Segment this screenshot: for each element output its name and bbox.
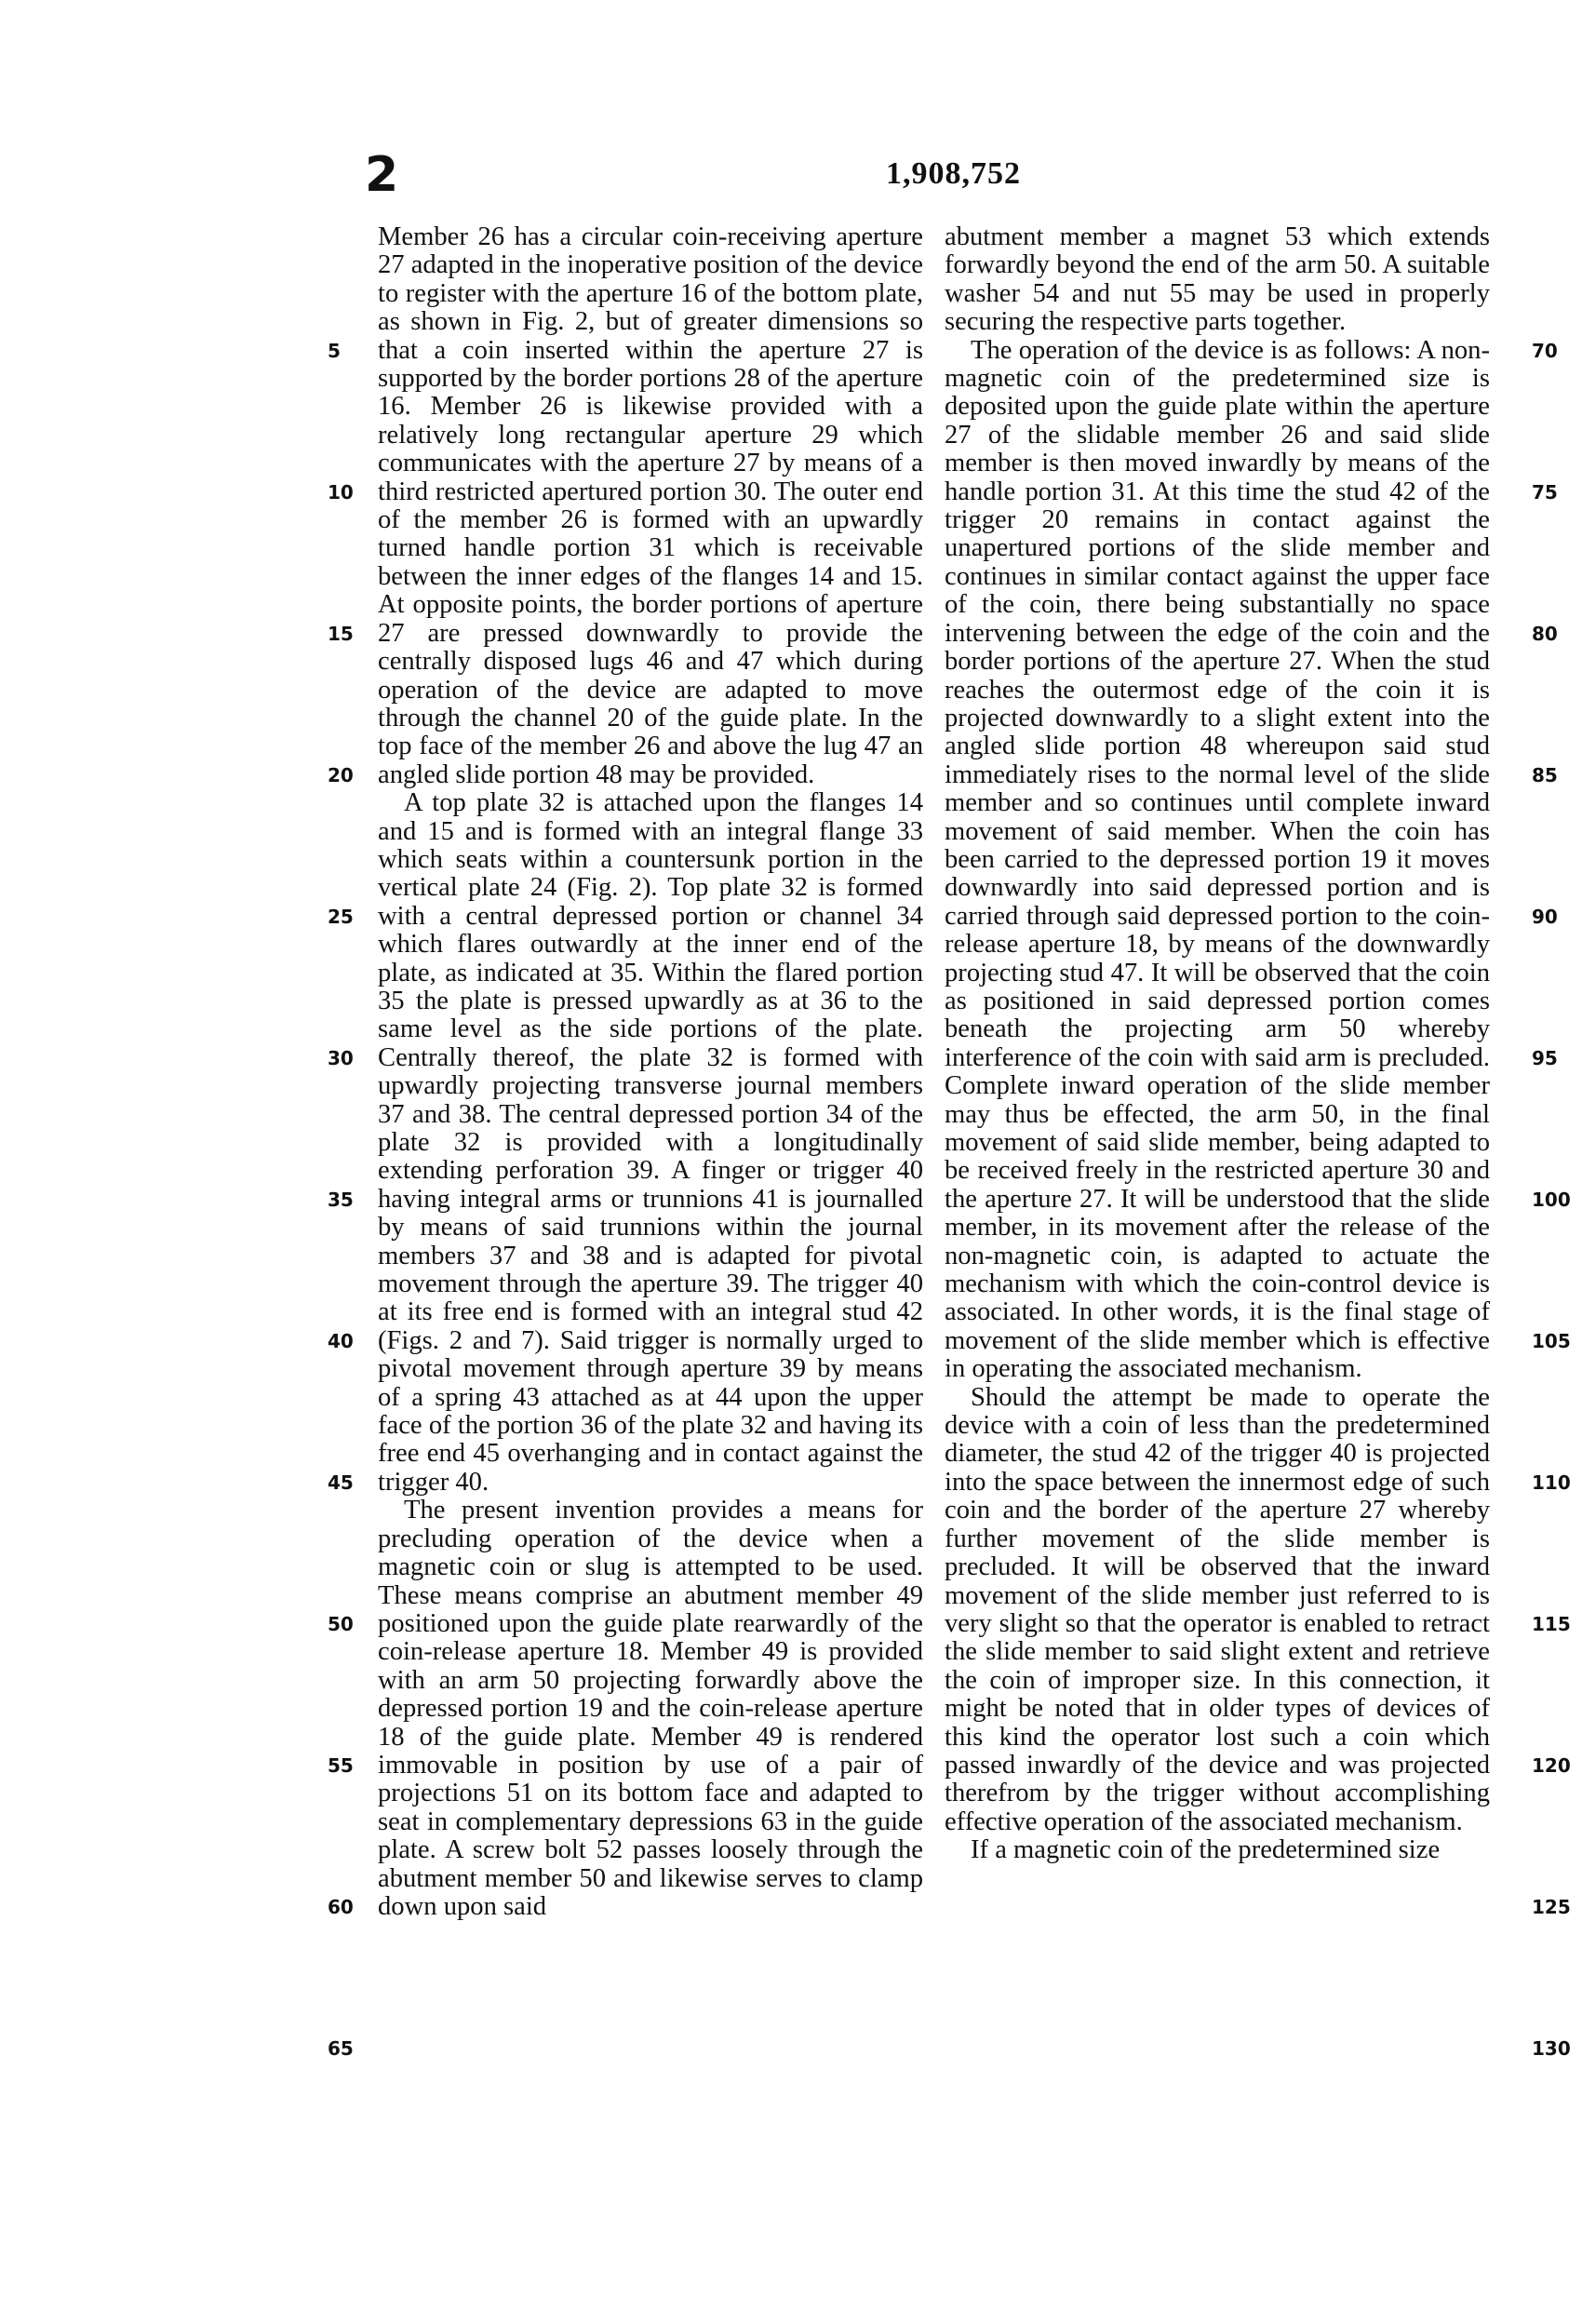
right-column bbox=[945, 223, 1490, 1865]
line-number: 90 bbox=[1532, 906, 1558, 928]
line-number: 35 bbox=[328, 1189, 354, 1211]
page-number: 2 bbox=[365, 147, 399, 203]
paragraph: abutment member a magnet 53 which extends forwardly beyond the end of the arm 50. A suitable washer 54 and nut 55 may be used in properly securing the respective parts together. bbox=[945, 222, 1490, 337]
line-number: 85 bbox=[1532, 764, 1558, 786]
patent-number: 1,908,752 bbox=[886, 156, 1021, 191]
line-number: 45 bbox=[328, 1471, 354, 1494]
line-number: 100 bbox=[1532, 1189, 1571, 1211]
line-number: 120 bbox=[1532, 1754, 1571, 1777]
line-number: 15 bbox=[328, 623, 354, 645]
line-number: 110 bbox=[1532, 1471, 1571, 1494]
line-number: 70 bbox=[1532, 340, 1558, 362]
line-number: 60 bbox=[328, 1896, 354, 1918]
line-number: 75 bbox=[1532, 481, 1558, 504]
left-column bbox=[378, 223, 923, 1921]
paragraph: The present invention provides a means for precluding operation of the device when a magnetic coin or slug is attempted to be used. These means comprise an abutment member 49 positioned upon the guide plate rearwardly of the coin-release aperture 18. Member 49 is provided with an arm 50 projecting forwardly above the depressed portion 19 and the coin-release aperture 18 of the guide plate. Member 49 is rendered immovable in position by use of a pair of projections 51 on its bottom face and adapted to seat in complementary depressions 63 in the guide plate. A screw bolt 52 passes loosely through the abutment member 50 and likewise serves to clamp down upon said bbox=[378, 1496, 923, 1921]
line-number: 50 bbox=[328, 1613, 354, 1635]
line-number: 80 bbox=[1532, 623, 1558, 645]
line-number: 5 bbox=[328, 340, 341, 362]
line-number: 105 bbox=[1532, 1330, 1571, 1352]
paragraph: The operation of the device is as follows: A non-magnetic coin of the predetermined size is deposited upon the guide plate within the aperture 27 of the slidable member 26 and said slide member is then moved inwardly by means of the handle portion 31. At this time the stud 42 of the trigger 20 remains in contact against the unapertured portions of the slide member and continues in similar contact against the upper face of the coin, there being substantially no space intervening between the edge of the coin and the border portions of the aperture 27. When the stud reaches the outermost edge of the coin it is projected downwardly to a slight extent into the angled slide portion 48 whereupon said stud immediately rises to the normal level of the slide member and so continues until complete inward movement of said member. When the coin has been carried to the depressed portion 19 it moves downwardly into said depressed portion and is carried through said depressed portion to the coin-release aperture 18, by means of the downwardly projecting stud 47. It will be observed that the coin as positioned in said depressed portion comes beneath the projecting arm 50 whereby interference of the coin with said arm is precluded. Complete inward operation of the slide member may thus be effected, the arm 50, in the final movement of said slide member, being adapted to be received freely in the restricted aperture 30 and the aperture 27. It will be understood that the slide member, in its movement after the release of the non-magnetic coin, is adapted to actuate the mechanism with which the coin-control device is associated. In other words, it is the final stage of movement of the slide member which is effective in operating the associated mechanism. bbox=[945, 335, 1490, 1384]
paragraph: Should the attempt be made to operate the device with a coin of less than the predetermined diameter, the stud 42 of the trigger 40 is projected into the space between the innermost edge of such coin and the border of the aperture 27 whereby further movement of the slide member is precluded. It will be observed that the inward movement of the slide member just referred to is very slight so that the operator is enabled to retract the slide member to said slight extent and retrieve the coin of improper size. In this connection, it might be noted that in older types of devices of this kind the operator lost such a coin which passed inwardly of the device and was projected therefrom by the trigger without accomplishing effective operation of the associated mechanism. bbox=[945, 1382, 1490, 1836]
line-number: 55 bbox=[328, 1754, 354, 1777]
line-number: 30 bbox=[328, 1047, 354, 1069]
line-number: 95 bbox=[1532, 1047, 1558, 1069]
paragraph: A top plate 32 is attached upon the flanges 14 and 15 and is formed with an integral flange 33 which seats within a countersunk portion in the vertical plate 24 (Fig. 2). Top plate 32 is formed with a central depressed portion or channel 34 which flares outwardly at the inner end of the plate, as indicated at 35. Within the flared portion 35 the plate is pressed upwardly as at 36 to the same level as the side portions of the plate. Centrally thereof, the plate 32 is formed with upwardly projecting transverse journal members 37 and 38. The central depressed portion 34 of the plate 32 is provided with a longitudinally extending perforation 39. A finger or trigger 40 having integral arms or trunnions 41 is journalled by means of said trunnions within the journal members 37 and 38 and is adapted for pivotal movement through the aperture 39. The trigger 40 at its free end is formed with an integral stud 42 (Figs. 2 and 7). Said trigger is normally urged to pivotal movement through aperture 39 by means of a spring 43 attached as at 44 upon the upper face of the portion 36 of the plate 32 and having its free end 45 overhanging and in contact against the trigger 40. bbox=[378, 788, 923, 1497]
line-number: 20 bbox=[328, 764, 354, 786]
line-number: 125 bbox=[1532, 1896, 1571, 1918]
line-number: 40 bbox=[328, 1330, 354, 1352]
line-number: 10 bbox=[328, 481, 354, 504]
line-number: 130 bbox=[1532, 2037, 1571, 2060]
paragraph: If a magnetic coin of the predetermined size bbox=[971, 1835, 1441, 1865]
line-number: 115 bbox=[1532, 1613, 1571, 1635]
line-number: 25 bbox=[328, 906, 354, 928]
paragraph: Member 26 has a circular coin-receiving aperture 27 adapted in the inoperative position of the device to register with the aperture 16 of the bottom plate, as shown in Fig. 2, but of greater dimensions so that a coin inserted within the aperture 27 is supported by the border portions 28 of the aperture 16. Member 26 is likewise provided with a relatively long rectangular aperture 29 which communicates with the aperture 27 by means of a third restricted apertured portion 30. The outer end of the member 26 is formed with an upwardly turned handle portion 31 which is receivable between the inner edges of the flanges 14 and 15. At opposite points, the border portions of aperture 27 are pressed downwardly to provide the centrally disposed lugs 46 and 47 which during operation of the device are adapted to move through the channel 20 of the guide plate. In the top face of the member 26 and above the lug 47 an angled slide portion 48 may be provided. bbox=[378, 222, 923, 789]
line-number: 65 bbox=[328, 2037, 354, 2060]
